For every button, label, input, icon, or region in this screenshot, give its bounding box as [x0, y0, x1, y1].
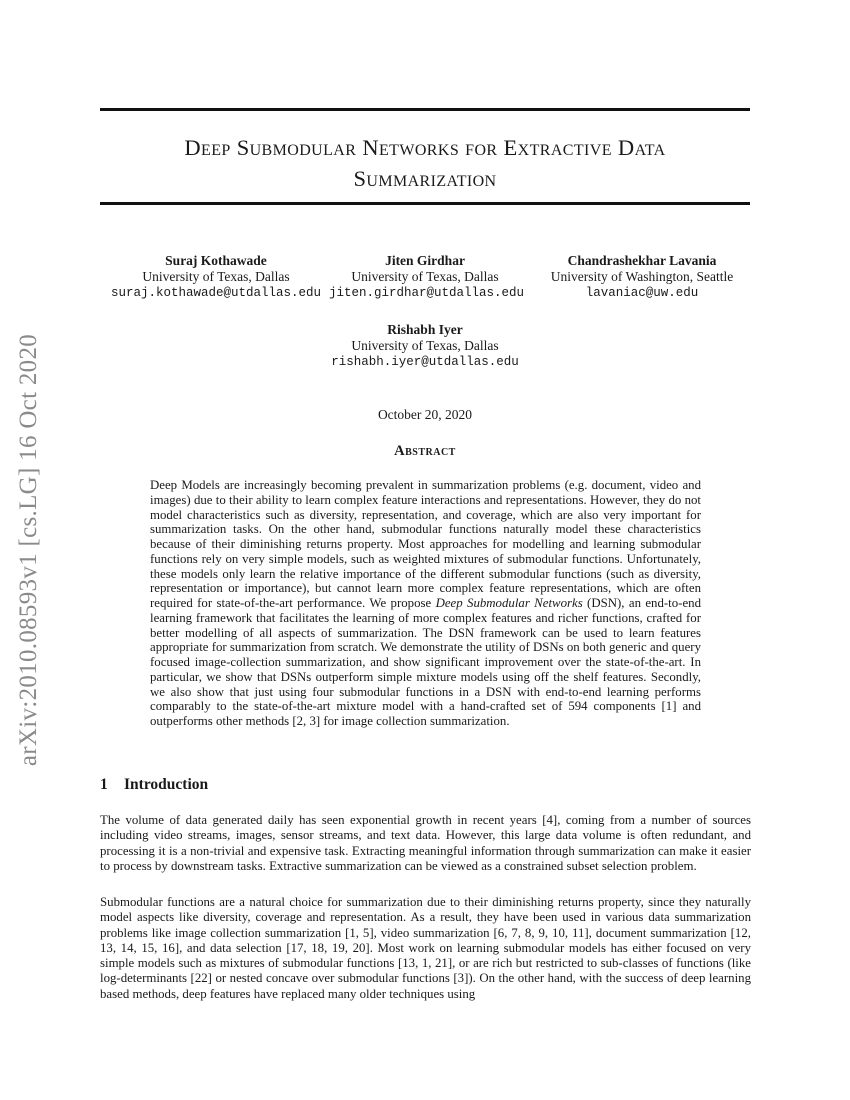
author-affiliation: University of Texas, Dallas	[142, 269, 290, 284]
paper-title-line-2: Summarization	[353, 166, 497, 191]
paper-title	[100, 132, 750, 194]
author-email: suraj.kothawade@utdallas.edu	[110, 286, 322, 300]
title-rule-top	[100, 108, 750, 111]
author-email: lavaniac@uw.edu	[585, 286, 699, 300]
author-name: Chandrashekhar Lavania	[567, 253, 717, 268]
title-rule-bottom	[100, 202, 750, 205]
abstract-text: Deep Models are increasingly becoming prevalent in summarization problems (e.g. document, video and images) due to their ability to learn complex feature interactions and representations. However, they do not model characteristics such as diversity, representation, and coverage, which are also very important for summarization tasks. On the other hand, submodular functions naturally model these characteristics because of their diminishing returns property. Most approaches for modelling and learning submodular functions rely on very simple models, such as weighted mixtures of submodular functions. Unfortunately, these models only learn the relative importance of the different submodular functions (such as diversity, representation or importance), but cannot learn more complex feature representations, which are often required for state-of-the-art performance. We propose	[150, 478, 701, 610]
author-name: Rishabh Iyer	[387, 322, 463, 337]
body-paragraph: The volume of data generated daily has seen exponential growth in recent years [4], coming from a number of sources including video streams, images, sensor streams, and text data. However, this large data volume is often redundant, and processing it is a non-trivial and expensive task. Extracting meaningful information through summarization can make it easier to process by downstream tasks. Extractive summarization can be viewed as a constrained subset selection problem.	[100, 813, 751, 873]
arxiv-sidebar	[4, 300, 54, 800]
author-block	[310, 322, 540, 370]
author-name: Suraj Kothawade	[165, 253, 267, 268]
author-email: jiten.girdhar@utdallas.edu	[329, 286, 525, 300]
arxiv-identifier: arXiv:2010.08593v1 [cs.LG] 16 Oct 2020	[15, 333, 42, 767]
section-number: 1	[100, 776, 108, 793]
body-paragraph: Submodular functions are a natural choice for summarization due to their diminishing returns property, since they naturally model aspects like diversity, coverage and representation. As a result, they have been used in various data summarization problems like image collection summarization [1, 5], video summarization [6, 7, 8, 9, 10, 11], document summarization [12, 13, 14, 15, 16], and data selection [17, 18, 19, 20]. Most work on learning submodular models has either focused on very simple models such as mixtures of submodular functions [13, 1, 21], or are rich but restricted to sub-classes of functions (like log-determinants [22] or nested concave over submodular functions [3]). On the other hand, with the success of deep learning based methods, deep features have replaced many older techniques using	[100, 895, 751, 1001]
author-affiliation: University of Texas, Dallas	[351, 338, 499, 353]
author-block	[329, 253, 525, 301]
author-block	[537, 253, 747, 301]
author-affiliation: University of Texas, Dallas	[351, 269, 499, 284]
author-affiliation: University of Washington, Seattle	[550, 269, 734, 284]
author-name: Jiten Girdhar	[385, 253, 465, 268]
author-block	[104, 253, 328, 301]
author-email: rishabh.iyer@utdallas.edu	[331, 355, 519, 369]
abstract-heading: Abstract	[394, 443, 456, 459]
abstract-text: (DSN), an end-to-end learning framework that facilitates the learning of more complex features and richer functions, crafted for better modelling of all aspects of summarization. The DSN framework can be used to learn features appropriate for summarization from scratch. We demonstrate the utility of DSNs on both generic and query focused image-collection summarization, and show significant improvement over the state-of-the-art. In particular, we show that DSNs outperform simple mixture models using off the shelf features. Secondly, we also show that just using four submodular functions in a DSN with end-to-end learning performs comparably to the state-of-the-art mixture model with a hand-crafted set of 594 components [1] and outperforms other methods [2, 3] for image collection summarization.	[150, 596, 701, 728]
paper-title-line-1: Deep Submodular Networks for Extractive Data	[184, 135, 666, 160]
section-heading	[100, 776, 208, 794]
abstract-body	[150, 478, 701, 729]
abstract-emphasis: Deep Submodular Networks	[435, 596, 583, 610]
section-title: Introduction	[124, 776, 209, 793]
publication-date: October 20, 2020	[377, 407, 473, 422]
